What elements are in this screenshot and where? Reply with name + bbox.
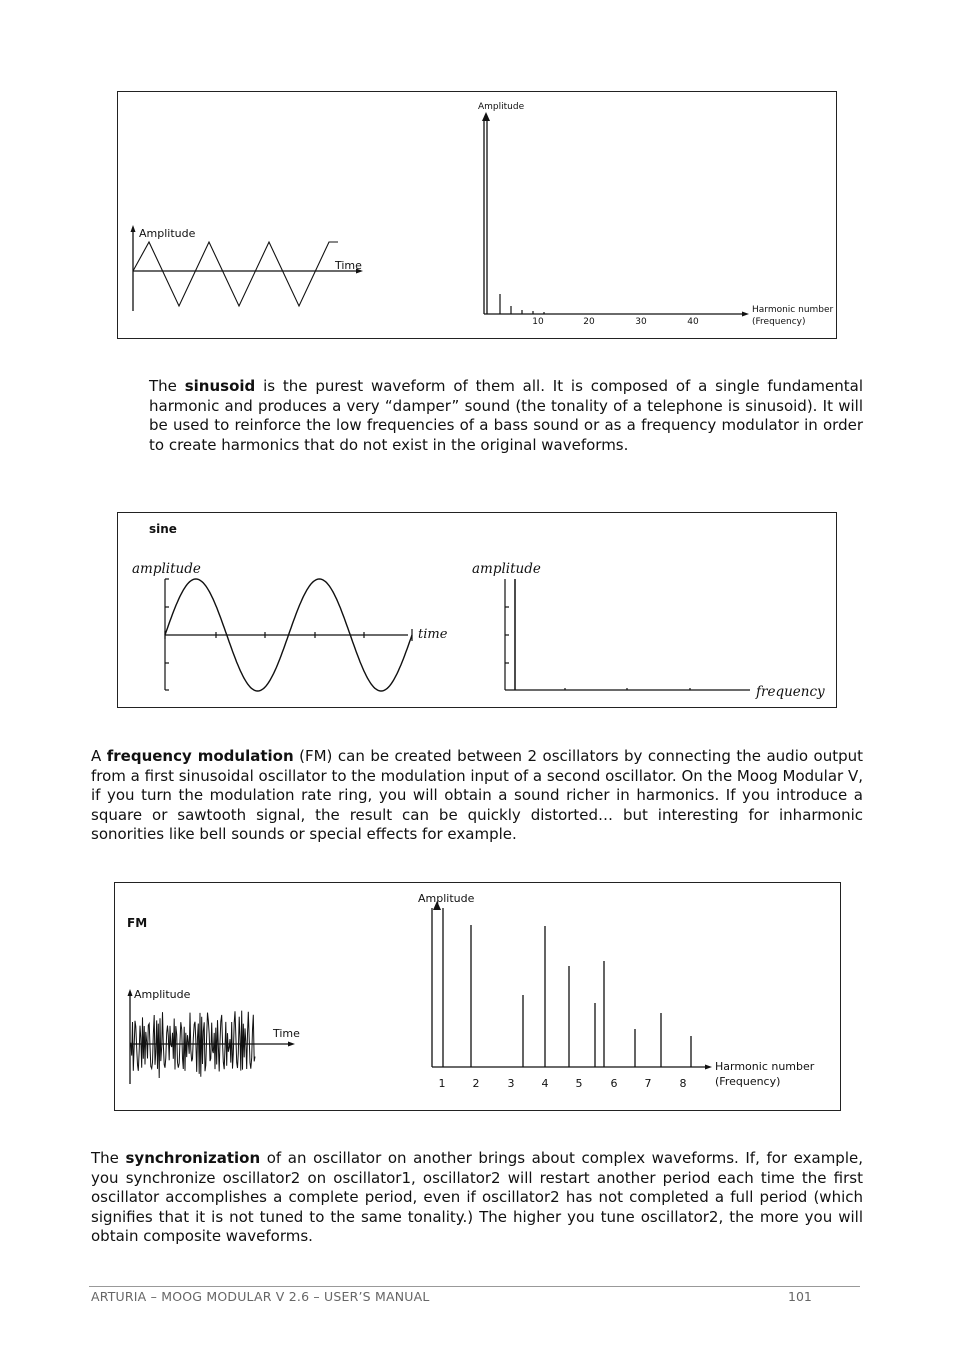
- time-amplitude-label: Amplitude: [139, 227, 196, 240]
- tick-label: 5: [575, 1077, 583, 1090]
- text-run: A: [91, 747, 107, 765]
- tick-label: 40: [687, 317, 699, 327]
- tick-label: 7: [644, 1077, 652, 1090]
- spectrum-x-axis-arrow: [742, 312, 749, 317]
- time-y-axis-arrow: [131, 225, 136, 232]
- spectrum-x-axis-arrow: [705, 1065, 712, 1070]
- tick-label: 30: [635, 317, 647, 327]
- time-label: Time: [335, 259, 362, 272]
- footer-manual-title: ARTURIA – MOOG MODULAR V 2.6 – USER’S MANUAL: [91, 1289, 430, 1304]
- page-number: 101: [788, 1289, 812, 1304]
- synchronization-paragraph: [91, 1149, 863, 1247]
- tick-label: 20: [583, 317, 595, 327]
- text-run: The: [149, 377, 185, 395]
- time-amplitude-label: amplitude: [132, 561, 201, 577]
- fm-figure-graphic: [115, 883, 842, 1112]
- time-y-axis-arrow: [128, 989, 133, 996]
- fm-waveform-figure: [114, 882, 841, 1111]
- frequency-label: frequency: [756, 684, 825, 700]
- tick-label: 10: [532, 317, 544, 327]
- x-axis-label-line2: (Frequency): [715, 1075, 781, 1088]
- sine-figure-graphic: [118, 513, 838, 709]
- triangle-wave: [133, 242, 338, 306]
- spectrum-y-axis-arrow: [482, 112, 490, 121]
- tick-label: 6: [610, 1077, 618, 1090]
- term-synchronization: synchronization: [125, 1149, 261, 1167]
- x-axis-label-line1: Harmonic number: [752, 305, 834, 315]
- term-sinusoid: sinusoid: [184, 377, 256, 395]
- time-label: Time: [273, 1027, 300, 1040]
- sinusoid-paragraph: [149, 377, 863, 455]
- figure-title-fm: FM: [127, 916, 148, 930]
- text-run: The: [91, 1149, 126, 1167]
- x-axis-label-line2: (Frequency): [752, 317, 806, 327]
- time-amplitude-label: Amplitude: [134, 988, 191, 1001]
- triangle-waveform-figure: [117, 91, 837, 339]
- triangle-figure-graphic: [118, 92, 838, 340]
- frequency-modulation-paragraph: [91, 747, 863, 845]
- sine-waveform-figure: [117, 512, 837, 708]
- tick-label: 8: [679, 1077, 687, 1090]
- tick-label: 4: [541, 1077, 549, 1090]
- text-run: is the purest waveform of them all. It is composed of a single fundamental harmonic and produces a very “damper” sound (the tonality of a telephone is sinusoid). It will be used to reinforce the low frequencies of a bass sound or as a frequency modulator in order to create harmonics that do not exist in the original waveforms.: [149, 377, 864, 454]
- spectrum-amplitude-label: Amplitude: [418, 892, 475, 905]
- spectrum-amplitude-label: amplitude: [472, 561, 541, 577]
- text-run: (FM) can be created between 2 oscillators by connecting the audio output from a first sinusoidal oscillator to the modulation input of a second oscillator. On the Moog Modular V, if you turn the modulation rate ring, you will obtain a sound richer in harmonics. If you introduce a square or sawtooth signal, the result can be quickly distorted… but interesting for inharmonic sonorities like bell sounds or special effects for example.: [91, 747, 864, 843]
- time-x-axis-arrow: [288, 1042, 295, 1047]
- tick-label: 1: [438, 1077, 446, 1090]
- tick-label: 3: [507, 1077, 515, 1090]
- x-axis-label-line1: Harmonic number: [715, 1060, 815, 1073]
- footer-divider: [89, 1286, 860, 1287]
- time-label: time: [418, 627, 448, 642]
- tick-label: 2: [472, 1077, 480, 1090]
- term-frequency-modulation: frequency modulation: [106, 747, 294, 765]
- spectrum-amplitude-label: Amplitude: [478, 102, 525, 112]
- text-run: of an oscillator on another brings about complex waveforms. If, for example, you synchronize oscillator2 on oscillator1, oscillator2 will restart another period each time the first oscillator accomplishes a complete period, even if oscillator2 has not completed a full period (which signifies that it is not tuned to the same tonality.) The higher you tune oscillator2, the more you will obtain composite waveforms.: [91, 1149, 863, 1245]
- figure-title-sine: sine: [149, 522, 177, 536]
